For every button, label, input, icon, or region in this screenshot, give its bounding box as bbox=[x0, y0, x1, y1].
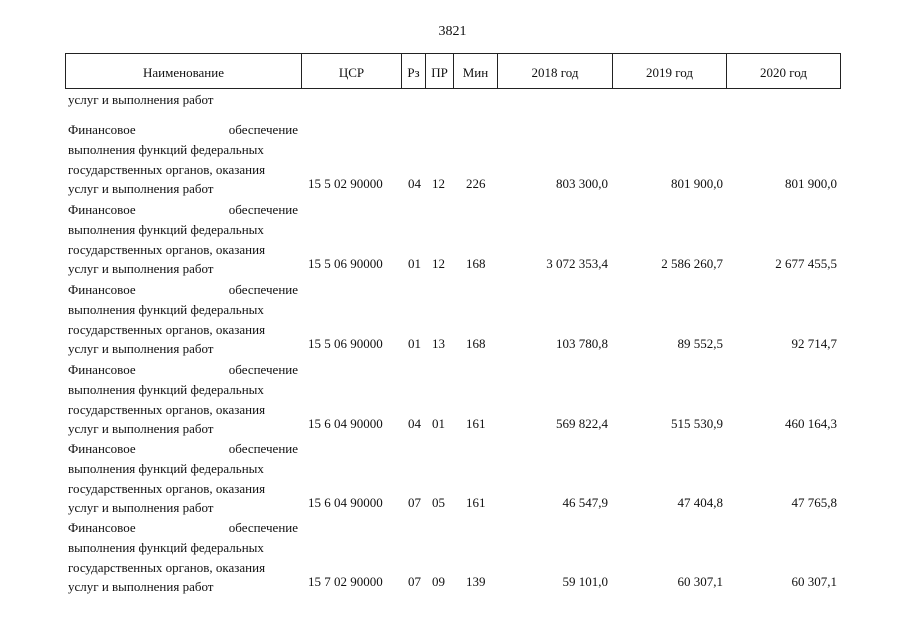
min-cell: 161 bbox=[466, 416, 486, 431]
csr-cell: 15 7 02 90000 bbox=[308, 574, 383, 589]
row-name bbox=[68, 439, 298, 518]
name-word: обеспечение bbox=[228, 441, 298, 456]
rz-cell: 07 bbox=[408, 495, 421, 510]
name-line-2: выполнения функций федеральных bbox=[68, 460, 264, 476]
csr-cell: 15 5 06 90000 bbox=[308, 256, 383, 271]
row-name bbox=[68, 518, 298, 597]
pr-cell: 13 bbox=[432, 336, 445, 351]
table-row bbox=[0, 439, 905, 514]
min-cell: 161 bbox=[466, 495, 486, 510]
value-2018-cell: 3 072 353,4 bbox=[546, 256, 608, 271]
value-2019-cell: 47 404,8 bbox=[677, 495, 723, 510]
name-line-4: услуг и выполнения работ bbox=[68, 421, 214, 437]
table-row bbox=[0, 200, 905, 275]
csr-cell: 15 6 04 90000 bbox=[308, 495, 383, 510]
name-word: Финансовое bbox=[68, 282, 136, 297]
value-2019-cell: 2 586 260,7 bbox=[661, 256, 723, 271]
header-2018: 2018 год bbox=[498, 54, 613, 88]
name-word: Финансовое bbox=[68, 362, 136, 377]
table-header bbox=[65, 53, 841, 89]
name-line-3: государственных органов, оказания bbox=[68, 241, 266, 257]
value-2018-cell: 46 547,9 bbox=[562, 495, 608, 510]
name-word: Финансовое bbox=[68, 441, 136, 456]
table-row bbox=[0, 120, 905, 195]
pr-cell: 12 bbox=[432, 176, 445, 191]
value-2019-cell: 515 530,9 bbox=[671, 416, 723, 431]
name-line-2: выполнения функций федеральных bbox=[68, 141, 264, 157]
name-line-3: государственных органов, оказания bbox=[68, 321, 266, 337]
pr-cell: 09 bbox=[432, 574, 445, 589]
name-line-4: услуг и выполнения работ bbox=[68, 261, 214, 277]
rz-cell: 07 bbox=[408, 574, 421, 589]
csr-cell: 15 5 02 90000 bbox=[308, 176, 383, 191]
rz-cell: 01 bbox=[408, 336, 421, 351]
min-cell: 139 bbox=[466, 574, 486, 589]
name-line-4: услуг и выполнения работ bbox=[68, 181, 214, 197]
name-word: обеспечение bbox=[228, 282, 298, 297]
name-word: обеспечение bbox=[228, 202, 298, 217]
value-2018-cell: 803 300,0 bbox=[556, 176, 608, 191]
name-line-1 bbox=[68, 280, 298, 300]
value-2020-cell: 92 714,7 bbox=[791, 336, 837, 351]
rz-cell: 01 bbox=[408, 256, 421, 271]
name-line-1 bbox=[68, 439, 298, 459]
row-name bbox=[68, 120, 298, 199]
name-word: обеспечение bbox=[228, 362, 298, 377]
min-cell: 168 bbox=[466, 336, 486, 351]
name-line-4: услуг и выполнения работ bbox=[68, 341, 214, 357]
header-rz: Рз bbox=[402, 54, 426, 88]
pr-cell: 01 bbox=[432, 416, 445, 431]
table-row bbox=[0, 360, 905, 435]
value-2020-cell: 801 900,0 bbox=[785, 176, 837, 191]
name-line-3: государственных органов, оказания bbox=[68, 161, 266, 177]
name-word: обеспечение bbox=[228, 122, 298, 137]
name-line-2: выполнения функций федеральных bbox=[68, 539, 264, 555]
name-line-1 bbox=[68, 518, 298, 538]
name-line-1 bbox=[68, 360, 298, 380]
name-line-1 bbox=[68, 120, 298, 140]
row-name bbox=[68, 360, 298, 439]
name-line-4: услуг и выполнения работ bbox=[68, 500, 214, 516]
min-cell: 168 bbox=[466, 256, 486, 271]
value-2018-cell: 59 101,0 bbox=[562, 574, 608, 589]
continuation-text: услуг и выполнения работ bbox=[68, 92, 214, 107]
header-2019: 2019 год bbox=[613, 54, 727, 88]
name-line-3: государственных органов, оказания bbox=[68, 401, 266, 417]
name-word: Финансовое bbox=[68, 122, 136, 137]
rz-cell: 04 bbox=[408, 416, 421, 431]
pr-cell: 05 bbox=[432, 495, 445, 510]
name-line-4: услуг и выполнения работ bbox=[68, 579, 214, 595]
name-line-1 bbox=[68, 200, 298, 220]
table-row bbox=[0, 518, 905, 593]
header-name: Наименование bbox=[66, 54, 302, 88]
value-2018-cell: 103 780,8 bbox=[556, 336, 608, 351]
row-name bbox=[68, 280, 298, 359]
name-word: Финансовое bbox=[68, 202, 136, 217]
value-2019-cell: 801 900,0 bbox=[671, 176, 723, 191]
value-2020-cell: 60 307,1 bbox=[791, 574, 837, 589]
min-cell: 226 bbox=[466, 176, 486, 191]
value-2020-cell: 460 164,3 bbox=[785, 416, 837, 431]
value-2019-cell: 60 307,1 bbox=[677, 574, 723, 589]
table-row bbox=[0, 280, 905, 355]
header-min: Мин bbox=[454, 54, 498, 88]
value-2019-cell: 89 552,5 bbox=[677, 336, 723, 351]
value-2018-cell: 569 822,4 bbox=[556, 416, 608, 431]
header-csr: ЦСР bbox=[302, 54, 402, 88]
name-word: обеспечение bbox=[228, 520, 298, 535]
name-line-2: выполнения функций федеральных bbox=[68, 301, 264, 317]
name-line-3: государственных органов, оказания bbox=[68, 559, 266, 575]
rz-cell: 04 bbox=[408, 176, 421, 191]
row-name bbox=[68, 200, 298, 279]
value-2020-cell: 47 765,8 bbox=[791, 495, 837, 510]
pr-cell: 12 bbox=[432, 256, 445, 271]
name-line-2: выполнения функций федеральных bbox=[68, 381, 264, 397]
header-2020: 2020 год bbox=[760, 65, 807, 80]
csr-cell: 15 6 04 90000 bbox=[308, 416, 383, 431]
page-number: 3821 bbox=[438, 24, 467, 39]
value-2020-cell: 2 677 455,5 bbox=[775, 256, 837, 271]
csr-cell: 15 5 06 90000 bbox=[308, 336, 383, 351]
header-pr: ПР bbox=[426, 54, 454, 88]
name-line-3: государственных органов, оказания bbox=[68, 480, 266, 496]
name-word: Финансовое bbox=[68, 520, 136, 535]
name-line-2: выполнения функций федеральных bbox=[68, 221, 264, 237]
